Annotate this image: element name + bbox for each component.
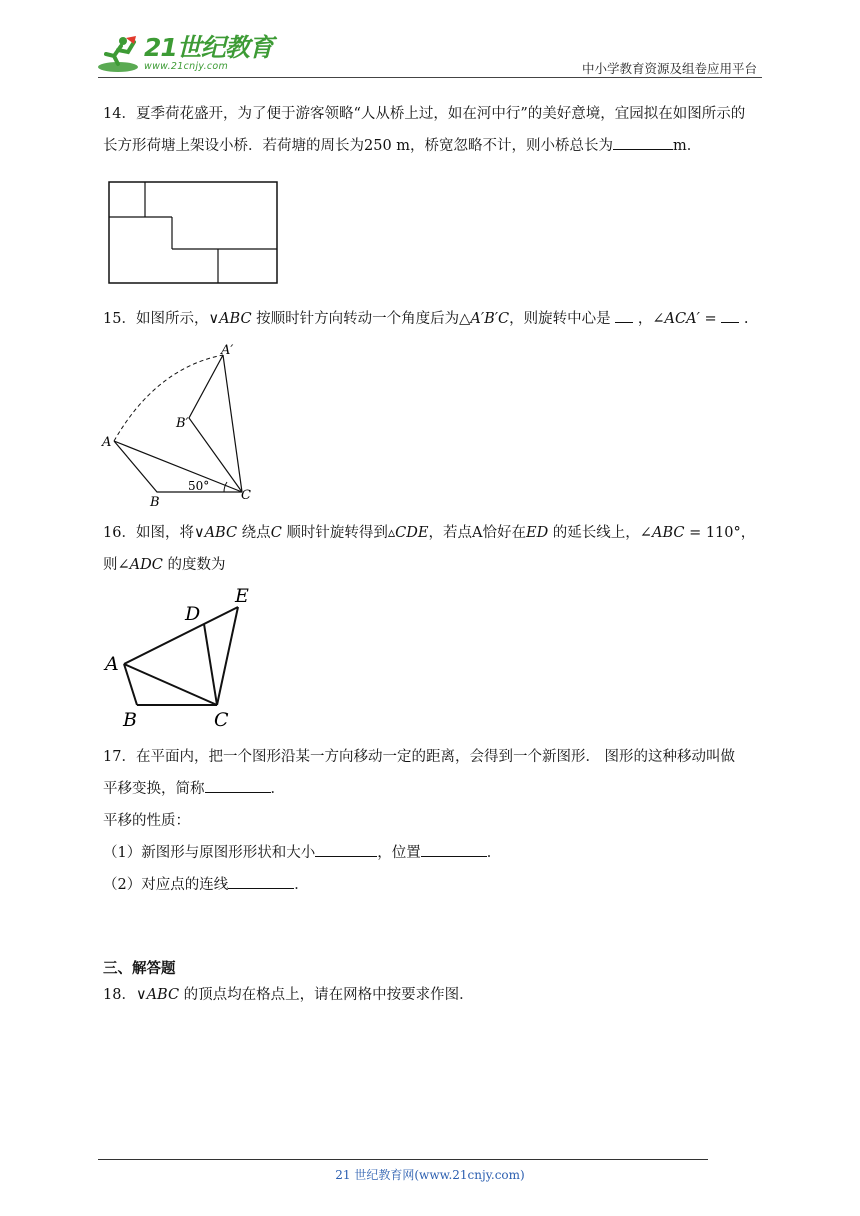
- question-18: [103, 979, 763, 1011]
- q16-abc: ABC: [204, 525, 238, 541]
- q17-blank-1[interactable]: [205, 778, 271, 793]
- q17-line3: 平移的性质：: [103, 813, 190, 829]
- q14-line1: 14．夏季荷花盛开，为了便于游客领略“人从桥上过，如在河中行”的美好意境，宜园拟在如图所示的: [103, 106, 746, 122]
- q17-blank-3[interactable]: [421, 842, 487, 857]
- q15-text-a: 15．如图所示，∨: [103, 311, 220, 327]
- q15-rotation-figure: [96, 338, 266, 508]
- q16-rotation-figure: [100, 582, 265, 732]
- q17-line4-c: ．: [486, 845, 502, 861]
- q15-abc: ABC: [219, 311, 252, 327]
- question-14: [103, 98, 763, 162]
- question-15: [103, 303, 763, 335]
- q15-text-d: ，∠: [633, 311, 665, 327]
- runner-logo-icon: [96, 34, 140, 76]
- q16-ed: ED: [525, 525, 549, 541]
- logo-sub-text: www.21cnjy.com: [144, 61, 229, 72]
- q15-aca: ACA′: [664, 311, 700, 327]
- q17-line5-b: ．: [294, 877, 309, 893]
- footer-divider: [98, 1159, 708, 1160]
- q14-unit: m．: [673, 138, 702, 154]
- q16-text-d: ，若点A恰好在: [428, 525, 526, 541]
- q16-label-a: A: [105, 653, 119, 675]
- q16-text-a: 16．如图，将∨: [103, 525, 205, 541]
- q17-line4-a: （1）新图形与原图形形状和大小: [103, 845, 316, 861]
- q16-line2-b: 的度数为: [162, 557, 226, 573]
- q16-text-e: 的延长线上，∠: [548, 525, 652, 541]
- q17-line2-b: ．: [270, 781, 285, 797]
- q16-text-f: = 110°，: [684, 525, 756, 541]
- q16-cde: ▵CDE: [387, 525, 429, 541]
- q16-adc: ADC: [129, 557, 163, 573]
- q16-line2-a: 则∠: [103, 557, 130, 573]
- q18-text-b: 的顶点均在格点上，请在网格中按要求作图．: [179, 987, 474, 1003]
- q17-line4-b: ，位置: [377, 845, 421, 861]
- q17-line4: [103, 837, 763, 869]
- q18-abc: ABC: [146, 987, 180, 1003]
- q16-text-c: 顺时针旋转得到: [281, 525, 388, 541]
- q16-point-c: C: [270, 525, 282, 541]
- q15-text-f: .: [739, 311, 749, 327]
- q14-pond-figure: [108, 181, 280, 285]
- q17-line2-a: 平移变换，简称: [103, 781, 205, 797]
- q14-line2-text: 长方形荷塘上架设小桥．若荷塘的周长为250 m，桥宽忽略不计，则小桥总长为: [103, 138, 614, 154]
- q15-abc-prime: A′B′C: [470, 311, 510, 327]
- q16-line1: [103, 517, 763, 549]
- q15-text-b: 按顺时针方向转动一个角度后为△: [251, 311, 471, 327]
- footer-link[interactable]: 21 世纪教育网(www.21cnjy.com): [335, 1168, 525, 1182]
- q15-blank-angle[interactable]: [721, 308, 739, 323]
- header-platform-text: 中小学教育资源及组卷应用平台: [581, 61, 757, 76]
- q16-abc2: ABC: [651, 525, 685, 541]
- q15-label-b: B: [150, 495, 160, 508]
- header-divider: [98, 77, 762, 78]
- q16-line2: [103, 549, 763, 581]
- q15-label-c: C: [241, 488, 251, 503]
- logo: [96, 34, 273, 76]
- q16-label-b: B: [123, 709, 137, 731]
- q17-blank-2[interactable]: [315, 842, 377, 857]
- q16-label-c: C: [214, 709, 229, 731]
- q15-text-e: =: [699, 311, 722, 327]
- q17-line5: [103, 869, 763, 901]
- q15-label-a-prime: A′: [221, 343, 234, 358]
- q15-label-b-prime: B′: [176, 416, 189, 431]
- section-3-title: 三、解答题: [103, 961, 176, 977]
- q15-blank-center[interactable]: [615, 308, 633, 323]
- q15-text-c: ，则旋转中心是: [509, 311, 616, 327]
- logo-main-text: 21世纪教育: [144, 33, 273, 62]
- q14-line2: [103, 130, 763, 162]
- q17-line1: 17．在平面内，把一个图形沿某一方向移动一定的距离，会得到一个新图形． 图形的这种移动叫做: [103, 749, 736, 765]
- question-16: [103, 517, 763, 581]
- q16-label-d: D: [185, 603, 201, 625]
- q17-blank-4[interactable]: [228, 874, 294, 889]
- q17-line5-a: （2）对应点的连线: [103, 877, 229, 893]
- q15-label-a: A: [102, 435, 112, 450]
- q16-text-b: 绕点: [237, 525, 271, 541]
- q17-line2: [103, 773, 763, 805]
- q18-text-a: 18．∨: [103, 987, 147, 1003]
- q14-answer-blank[interactable]: [613, 135, 673, 150]
- q16-label-e: E: [235, 585, 249, 607]
- q15-angle-label: 50°: [188, 479, 210, 493]
- question-17: [103, 741, 763, 901]
